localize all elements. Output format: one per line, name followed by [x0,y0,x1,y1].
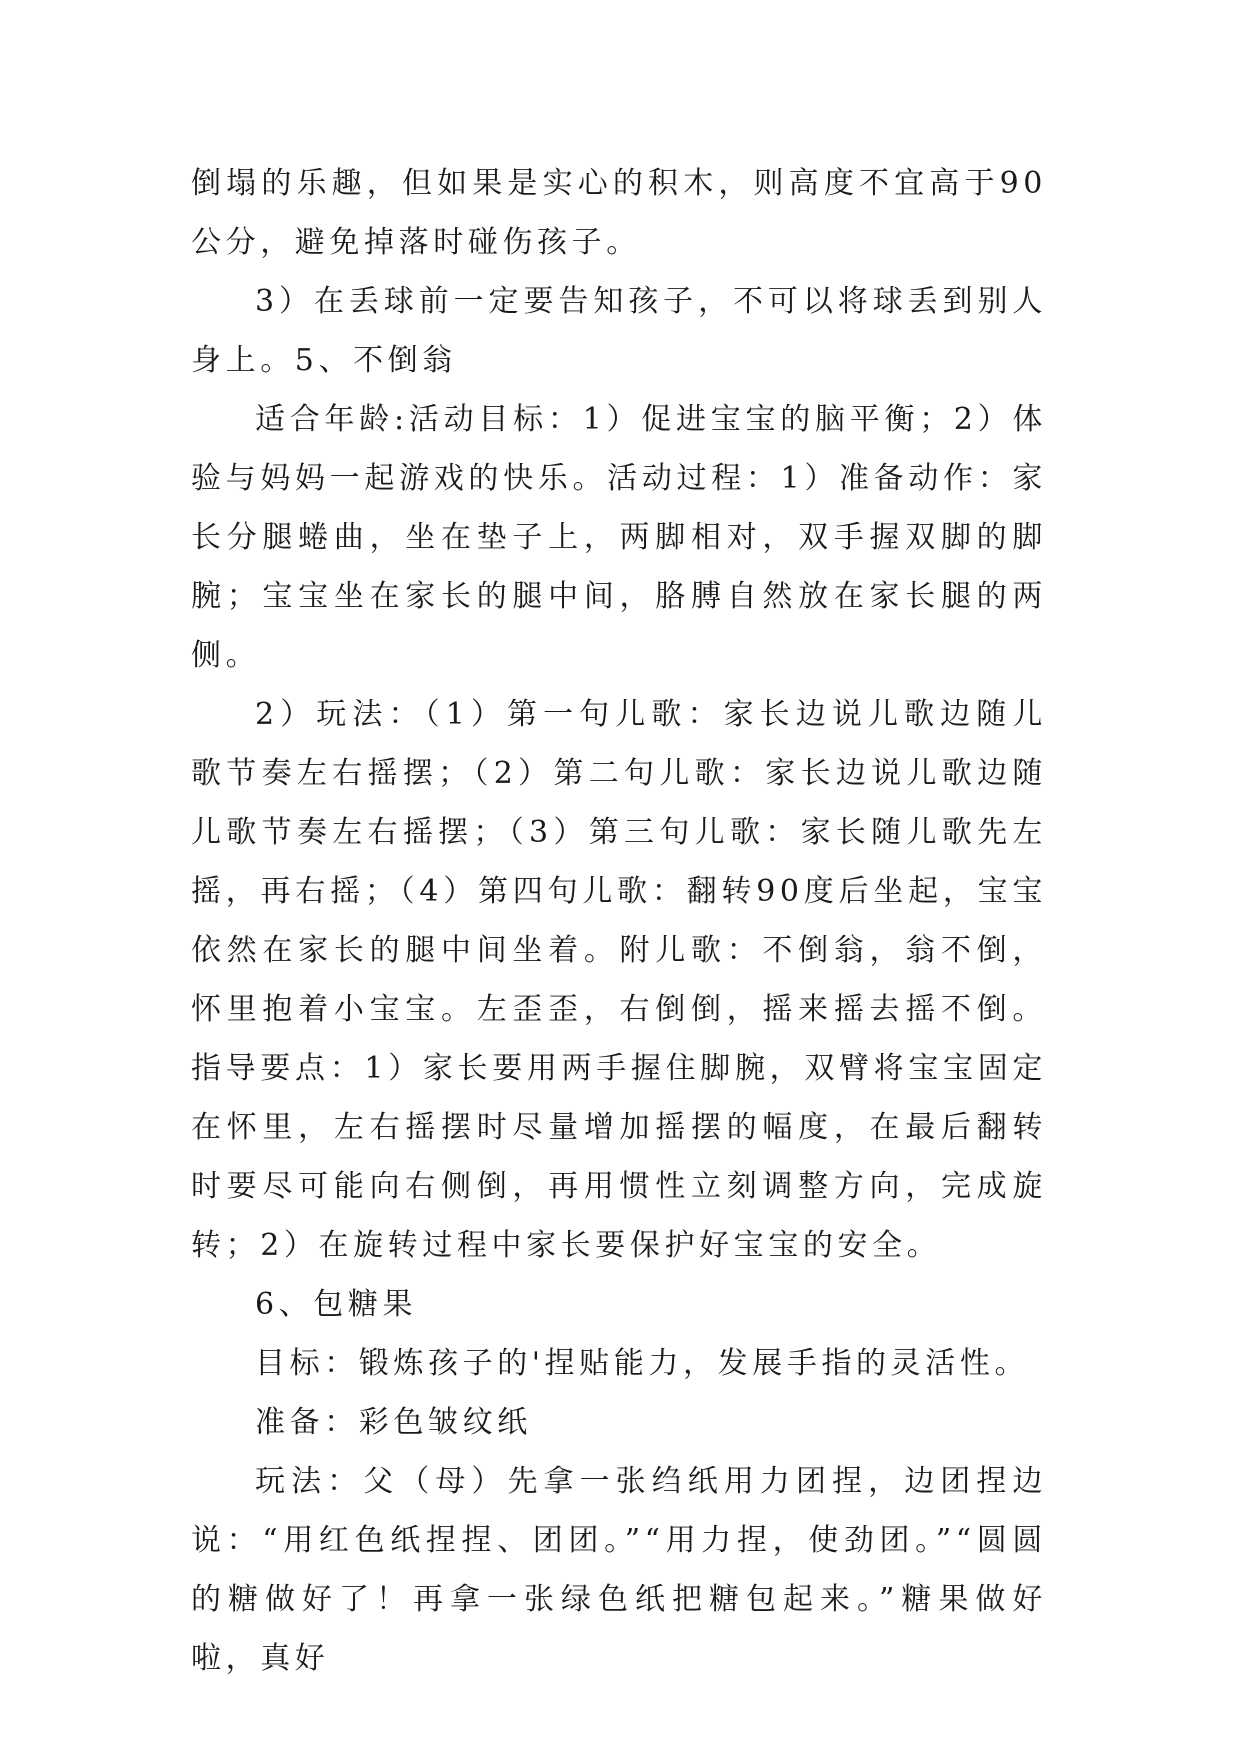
paragraph-blocks-height: 倒塌的乐趣，但如果是实心的积木，则高度不宜高于90公分，避免掉落时碰伤孩子。 [191,166,1047,260]
section-heading-candy: 6、包糖果 [255,1287,418,1322]
paragraph-candy-method: 玩法：父（母）先拿一张绉纸用力团捏，边团捏边说：“用红色纸捏捏、团团。”“用力捏，使劲团。”“圆圆的糖做好了！再拿一张绿色纸把糖包起来。”糖果做好啦，真好 [191,1464,1047,1676]
document-body [191,154,1047,1688]
paragraph-candy-goal: 目标：锻炼孩子的'捏贴能力，发展手指的灵活性。 [255,1346,1030,1381]
paragraph-activity-goals: 适合年龄:活动目标：1）促进宝宝的脑平衡；2）体验与妈妈一起游戏的快乐。活动过程：1）准备动作：家长分腿蜷曲，坐在垫子上，两脚相对，双手握双脚的脚腕；宝宝坐在家长的腿中间，胳膊自然放在家长腿的两侧。 [191,402,1047,673]
paragraph-ball-safety: 3）在丢球前一定要告知孩子，不可以将球丢到别人身上。5、不倒翁 [191,284,1047,378]
paragraph-play-method: 2）玩法：（1）第一句儿歌：家长边说儿歌边随儿歌节奏左右摇摆；（2）第二句儿歌：家长边说儿歌边随儿歌节奏左右摇摆；（3）第三句儿歌：家长随儿歌先左摇，再右摇；（4）第四句儿歌：翻转90度后坐起，宝宝依然在家长的腿中间坐着。附儿歌：不倒翁，翁不倒，怀里抱着小宝宝。左歪歪，右倒倒，摇来摇去摇不倒。指导要点：1）家长要用两手握住脚腕，双臂将宝宝固定在怀里，左右摇摆时尽量增加摇摆的幅度，在最后翻转时要尽可能向右侧倒，再用惯性立刻调整方向，完成旋转；2）在旋转过程中家长要保护好宝宝的安全。 [191,697,1047,1263]
paragraph-candy-preparation: 准备：彩色皱纹纸 [255,1405,532,1440]
